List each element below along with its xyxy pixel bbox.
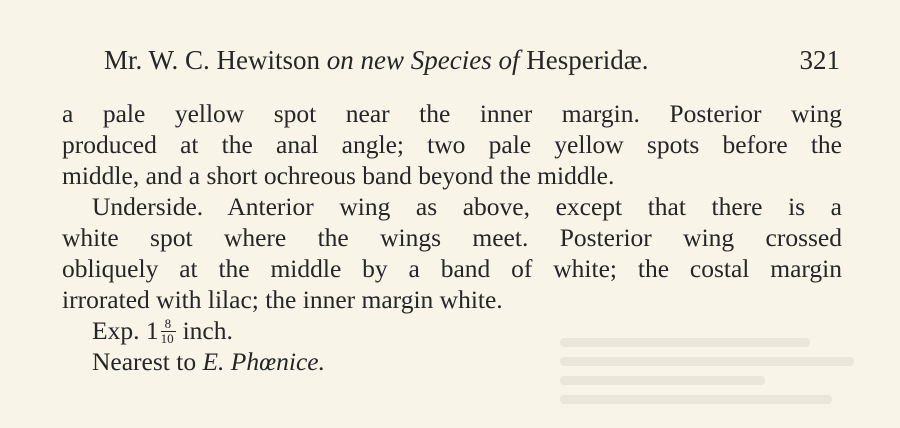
running-title	[104, 40, 648, 80]
expanse-unit: inch.	[182, 316, 233, 345]
text-line: white spot where the wings meet. Posterior wing crossed	[62, 223, 842, 252]
running-header	[104, 40, 840, 80]
expanse-label: Exp. 1	[92, 316, 159, 345]
text-line: produced at the anal angle; two pale yellow spots before the	[62, 130, 842, 159]
fraction-denominator: 10	[160, 331, 174, 346]
text-line: a pale yellow spot near the inner margin. Posterior wing	[62, 99, 842, 128]
text-line: middle, and a short ochreous band beyond the middle.	[62, 161, 615, 190]
page-number: 321	[799, 45, 840, 75]
body-text	[62, 98, 842, 377]
family-name-text: Hesperidæ.	[519, 45, 649, 75]
text-line: irrorated with lilac; the inner margin white.	[62, 285, 503, 314]
expanse-fraction	[160, 316, 177, 346]
text-line: Underside. Anterior wing as above, except that there is a	[92, 192, 842, 221]
nearest-line	[62, 346, 842, 377]
author-text: Mr. W. C. Hewitson	[104, 45, 327, 75]
title-italic-text: on new Species of	[326, 45, 520, 75]
expanse-line	[62, 315, 842, 346]
nearest-prefix: Nearest to	[92, 347, 203, 376]
nearest-species: E. Phœnice.	[202, 347, 325, 376]
text-line: obliquely at the middle by a band of white; the costal margin	[62, 254, 842, 283]
fraction-numerator: 8	[164, 316, 172, 331]
